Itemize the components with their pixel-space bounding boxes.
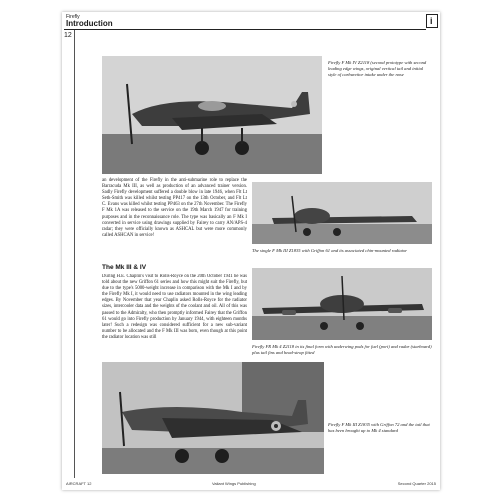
article-body-part2 <box>102 274 247 360</box>
caption-photo3: Firefly FR Mk 4 Z2118 in its final form with underwing pods for fuel (port) and radar (starboard) plus tail fins and head-strap fitted <box>252 344 432 355</box>
caption-photo2: The single F Mk III Z1835 with Griffon 61 and its associated chin-mounted radiator <box>252 248 408 253</box>
header-rule <box>64 29 426 30</box>
page-header <box>62 12 440 30</box>
page-footer <box>62 478 440 490</box>
caption-photo4: Firefly F Mk III Z1835 with Griffon 72 and the tail that has been brought up to Mk 4 standard <box>328 422 430 433</box>
margin-rule <box>74 30 75 478</box>
subheading-mk3-mk4: The Mk III & IV <box>102 264 147 271</box>
footer-right: Second Quarter 2015 <box>397 481 436 486</box>
photo-firefly-fr4-underwing-pods <box>252 268 432 340</box>
body-paragraph-2: During H.E. Chaplin's visit to Rolls-Royce on the 20th October 1941 he was told about the new Griffon 61 series and how this might suit the Firefly, but due to the type's 5000-weight increase in comparison with the Mk I and by the Firefly Mk I, it would need to use radiators mounted in the wing leading edges. By November that year Chaplin asked Rolls-Royce for the radiator sizes, intercooler data and the weights of the coolant and oil. All of this was passed to the Admiralty, who then promptly informed Fairey that the Griffon 61 would go into Firefly production by January 1944, with eighteen months later! Such a redesign was considered sufficient for a new sub-variant number to be allocated and the F Mk III was born, even though at this point the radiator location was still <box>102 274 247 340</box>
body-paragraph-1: an development of the Firefly in the anti-submarine role to replace the Barracuda Mk III, as well as production of an advanced trainer version. Sadly Firefly development suffered a double blow in late 1946, when Flt Lt Seth-Smith was killed whilst testing PP417 on the 13th October, and Flt Lt C. Evans was killed whilst testing PP463 on the 27th November. The Firefly F Mk 1A was released to the service on the 19th March 1947 for training purposes and in the reconnaissance role. The type was basically an F Mk I converted in service using drawings supplied by Fairey to carry AN/APS-4 radar; they were officially known as ASHCAL but were more commonly called ASHCAN in service! <box>102 178 247 238</box>
photo-firefly-mk3-griffon72 <box>102 362 324 474</box>
series-label: Firefly <box>66 14 80 20</box>
article-body-part1 <box>102 178 247 241</box>
caption-photo1: Firefly F Mk IV Z2118 (second prototype with second leading edge wings, original vertical tail and initial style of carburettor intake under the nose <box>328 60 427 77</box>
footer-center: Valiant Wings Publishing <box>212 481 256 486</box>
footer-left: AIRCRAFT 12 <box>66 481 92 486</box>
photo-firefly-mk3-chin-radiator <box>252 182 432 244</box>
page-number: 12 <box>64 32 72 39</box>
section-title: Introduction <box>66 19 113 28</box>
photo-firefly-mk4-prototype <box>102 56 322 174</box>
info-icon: i <box>426 14 438 28</box>
magazine-page <box>62 12 440 490</box>
